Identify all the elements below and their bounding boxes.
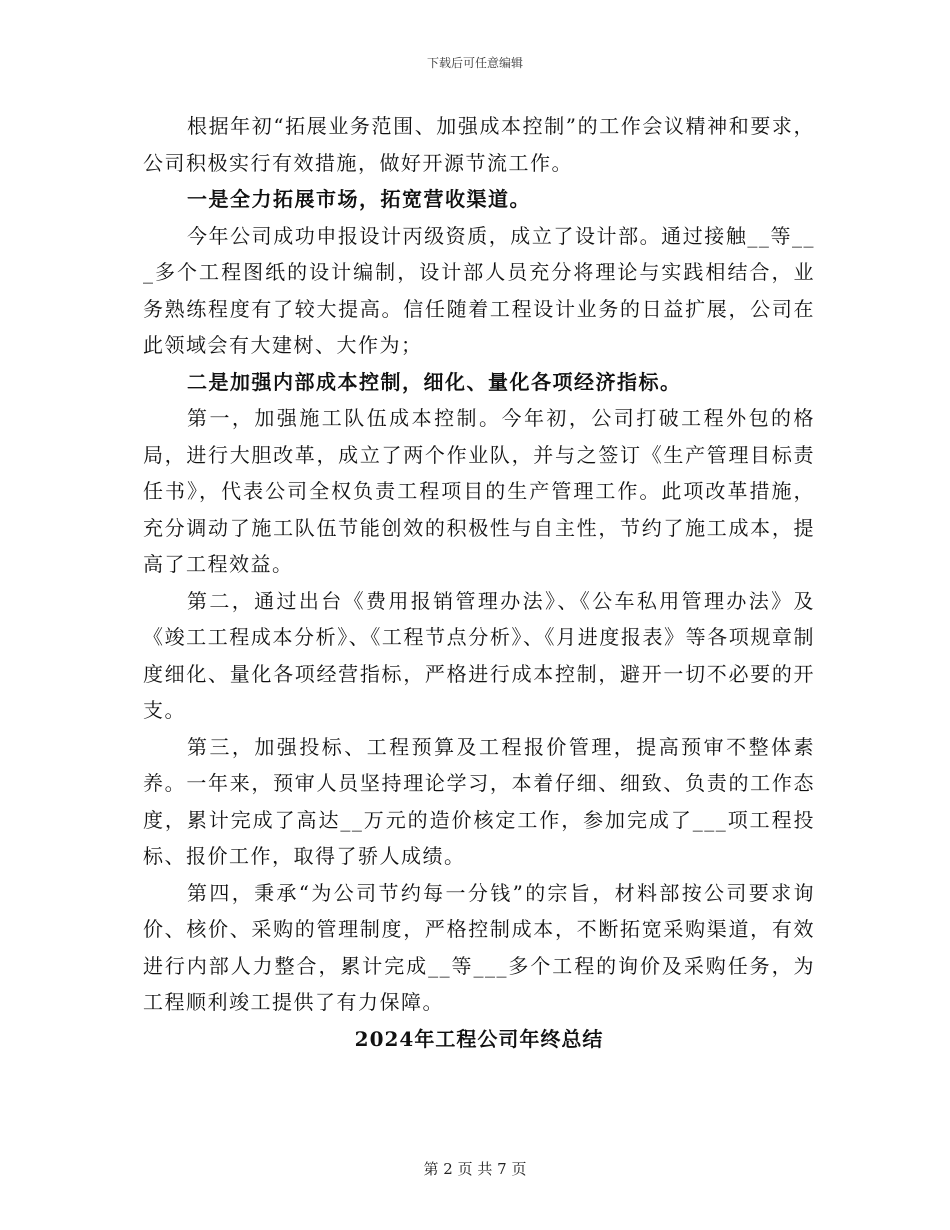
paragraph-point-one: 第一，加强施工队伍成本控制。今年初，公司打破工程外包的格局，进行大胆改革，成立了两个作业队，并与之签订《生产管理目标责任书》，代表公司全权负责工程项目的生产管理工作。此项改革措施，充分调动了施工队伍节能创效的积极性与自主性，节约了施工成本，提高了工程效益。 — [143, 406, 815, 576]
header-note: 下载后可任意编辑 — [426, 56, 523, 70]
paragraph-point-three: 第三，加强投标、工程预算及工程报价管理，提高预审不整体素养。一年来，预审人员坚持理论学习，本着仔细、细致、负责的工作态度，累计完成了高达__万元的造价核定工作，参加完成了___项工程投标、报价工作，取得了骄人成绩。 — [143, 734, 815, 868]
document-body — [143, 108, 815, 1057]
page-footer: 第 2 页 共 7 页 — [423, 1160, 527, 1178]
document-title: 2024年工程公司年终总结 — [354, 1026, 604, 1051]
heading-cost-control: 二是加强内部成本控制，细化、量化各项经济指标。 — [187, 369, 682, 394]
paragraph-point-four: 第四，秉承“为公司节约每一分钱”的宗旨，材料部按公司要求询价、核价、采购的管理制度，严格控制成本，不断拓宽采购渠道，有效进行内部人力整合，累计完成__等___多个工程的询价及采购任务，为工程顺利竣工提供了有力保障。 — [143, 880, 815, 1014]
paragraph-design-department: 今年公司成功申报设计丙级资质，成立了设计部。通过接触__等___多个工程图纸的设计编制，设计部人员充分将理论与实践相结合，业务熟练程度有了较大提高。信任随着工程设计业务的日益扩展，公司在此领域会有大建树、大作为； — [143, 223, 815, 357]
paragraph-point-two: 第二，通过出台《费用报销管理办法》、《公车私用管理办法》及《竣工工程成本分析》、《工程节点分析》、《月进度报表》等各项规章制度细化、量化各项经营指标，严格进行成本控制，避开一切不必要的开支。 — [143, 588, 815, 722]
heading-market-expansion: 一是全力拓展市场，拓宽营收渠道。 — [187, 187, 531, 211]
paragraph-intro: 根据年初“拓展业务范围、加强成本控制”的工作会议精神和要求，公司积极实行有效措施，做好开源节流工作。 — [143, 114, 815, 175]
